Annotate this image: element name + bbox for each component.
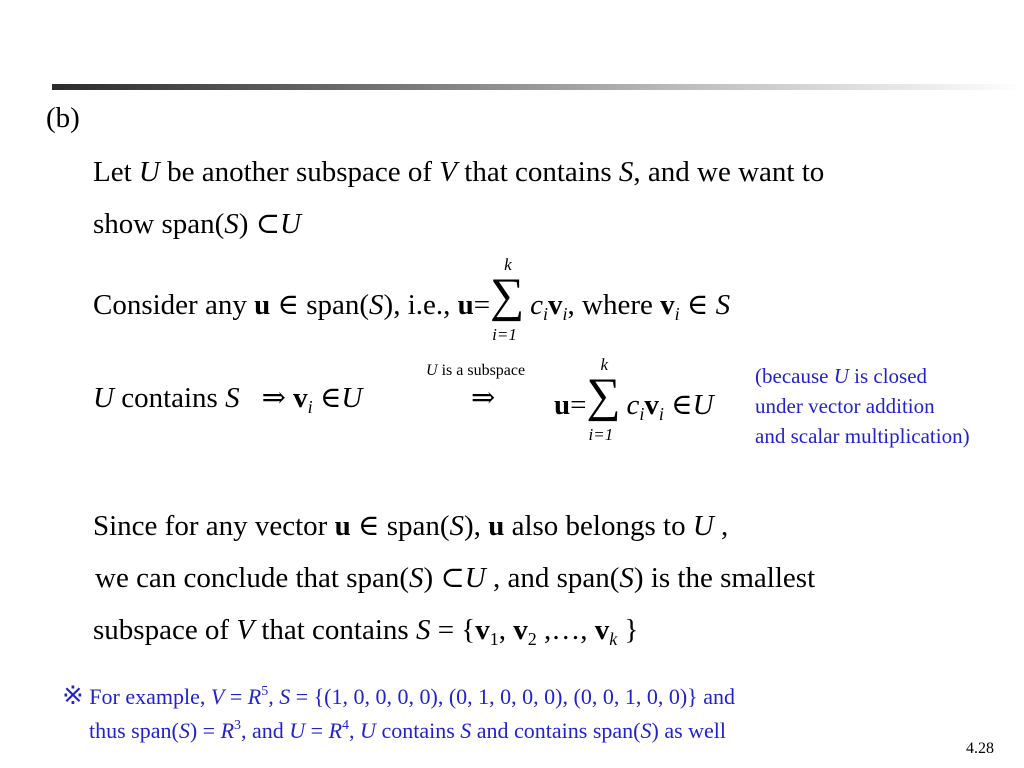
implies-arrow-2: ⇒	[471, 382, 496, 414]
subset-symbol: ⊂	[255, 208, 281, 240]
example-line-2: thus span(S) = $R^3$, and $U = R^4$, U contains S and contains span(S) as well	[89, 718, 727, 743]
page-number: 4.28	[966, 740, 994, 757]
summation-symbol-2: ∑ k i=1	[586, 355, 621, 444]
example-note	[62, 681, 735, 750]
header-rule	[52, 84, 1024, 90]
closure-note: (because U is closed under vector addition and scalar multiplication)	[755, 364, 970, 448]
proof-line-7: subspace of V that contains $S = \{v_1$, $v_2$ ,…, $v_k$ }	[93, 614, 639, 649]
proof-line-5: Since for any vector u ∈ span(S), u also belongs to U ,	[93, 510, 729, 542]
subspace-annotation: U is a subspace	[426, 362, 526, 379]
proof-line-4: U contains S ⇒ $v_i$ ∈U	[93, 382, 363, 417]
summation-symbol: ∑ k i=1	[490, 255, 525, 344]
proof-line-4-sum: u= ∑ k i=1 $c_iv_i$ ∈U	[554, 355, 714, 444]
proof-line-6: we can conclude that span(S) ⊂U , and span(S) is the smallest	[95, 562, 816, 594]
proof-line-2: show span(S) ⊂U	[93, 208, 301, 240]
example-line-1: ※ For example, $V = R^5$, S = {(1, 0, 0, 0, 0), (0, 1, 0, 0, 0), (0, 0, 1, 0, 0)} and	[62, 681, 735, 710]
part-label: (b)	[46, 102, 80, 134]
proof-line-3: Consider any u ∈ span(S), i.e., u= ∑ k i=1 $c_iv_i$, where $v_i$ ∈ S	[93, 255, 731, 344]
proof-line-1: Let U be another subspace of V that contains S, and we want to	[93, 156, 825, 188]
reference-mark: ※	[62, 681, 84, 710]
